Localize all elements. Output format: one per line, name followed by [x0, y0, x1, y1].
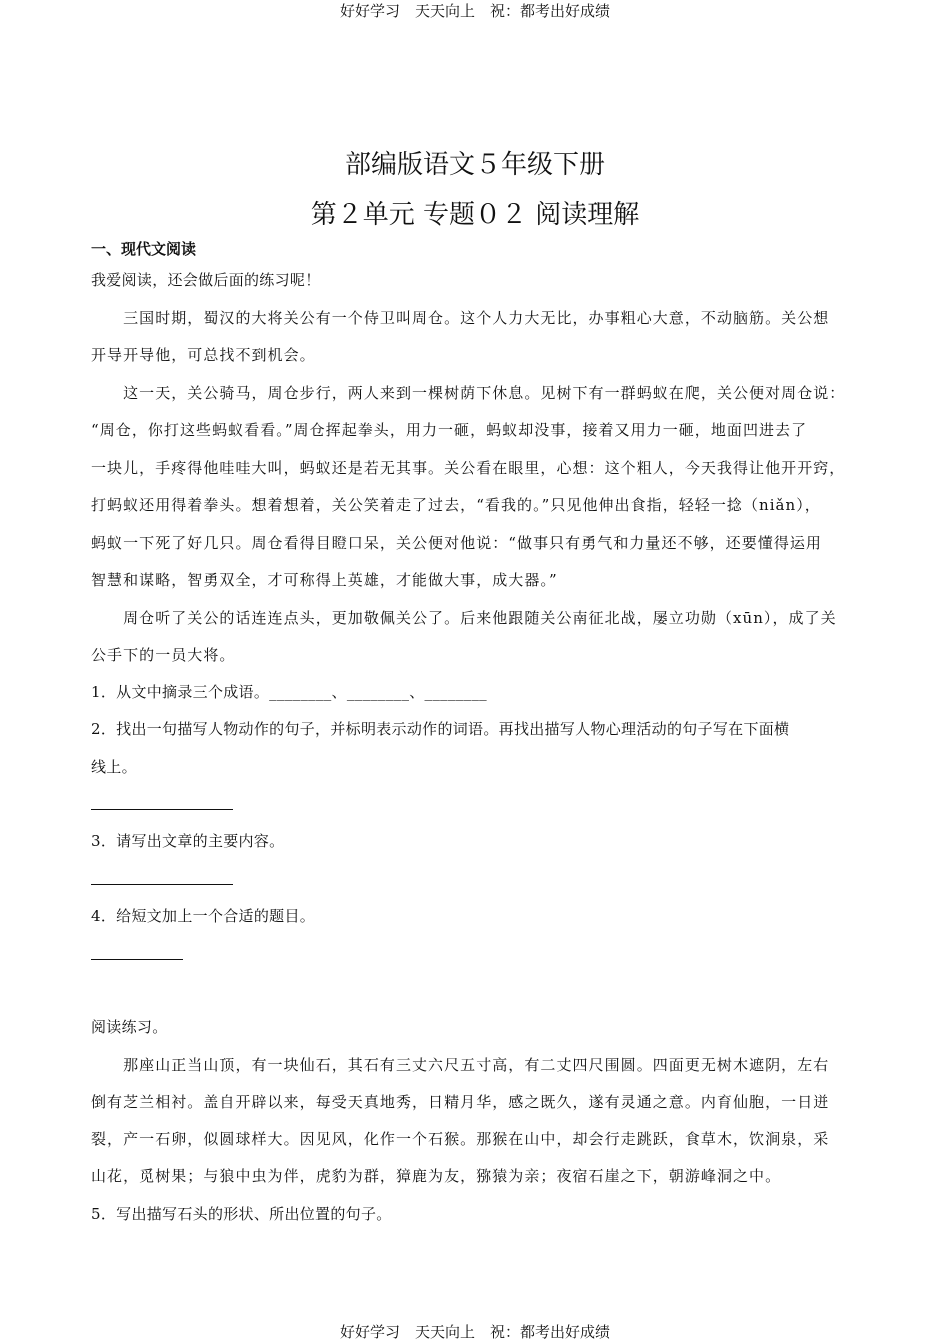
question-4: 4．给短文加上一个合适的题目。	[91, 907, 316, 925]
document-title: 部编版语文５年级下册	[344, 150, 605, 180]
passage-line: 开导开导他，可总找不到机会。	[91, 346, 316, 364]
passage2-line: 裂，产一石卵，似圆球样大。因见风，化作一个石猴。那猴在山中，却会行走跳跃，食草木，饮涧泉，采	[91, 1130, 830, 1148]
passage-line: 周仓听了关公的话连连点头，更加敬佩关公了。后来他跟随关公南征北战，屡立功勋（xūn），成了关	[91, 609, 837, 627]
section2-intro: 阅读练习。	[91, 1018, 168, 1036]
passage2-line: 山花，觅树果；与狼中虫为伴，虎豹为群，獐鹿为友，猕猿为亲；夜宿石崖之下，朝游峰洞之中。	[91, 1167, 782, 1185]
passage-line: “周仓，你打这些蚂蚁看看。”周仓挥起拳头，用力一砸，蚂蚁却没事，接着又用力一砸，地面凹进去了	[91, 421, 808, 439]
answer-line[interactable]	[91, 884, 233, 885]
passage-line: 一块儿，手疼得他哇哇大叫，蚂蚁还是若无其事。关公看在眼里，心想：这个粗人，今天我得让他开开窍，	[91, 459, 846, 477]
page-header: 好好学习 天天向上 祝：都考出好成绩	[339, 2, 610, 20]
question-5: 5．写出描写石头的形状、所出位置的句子。	[91, 1205, 392, 1223]
passage-line: 智慧和谋略，智勇双全，才可称得上英雄，才能做大事，成大器。”	[91, 571, 558, 589]
question-2: 2．找出一句描写人物动作的句子，并标明表示动作的词语。再找出描写人物心理活动的句子写在下面横	[91, 720, 790, 738]
passage-line: 公手下的一员大将。	[91, 646, 236, 664]
question-1: 1．从文中摘录三个成语。________、________、________	[91, 683, 487, 701]
page-footer: 好好学习 天天向上 祝：都考出好成绩	[339, 1323, 610, 1341]
answer-line[interactable]	[91, 959, 183, 960]
passage-line: 三国时期，蜀汉的大将关公有一个侍卫叫周仓。这个人力大无比，办事粗心大意，不动脑筋。关公想	[91, 309, 830, 327]
question-2-cont: 线上。	[91, 758, 137, 776]
passage-line: 这一天，关公骑马，周仓步行，两人来到一棵树荫下休息。见树下有一群蚂蚁在爬，关公便对周仓说：	[91, 384, 846, 402]
question-3: 3．请写出文章的主要内容。	[91, 832, 285, 850]
document-subtitle: 第２单元 专题０２ 阅读理解	[310, 200, 640, 230]
section-intro: 我爱阅读，还会做后面的练习呢！	[91, 271, 321, 289]
answer-line[interactable]	[91, 809, 233, 810]
passage2-line: 那座山正当山顶，有一块仙石，其石有三丈六尺五寸高，有二丈四尺围圆。四面更无树木遮阴，左右	[91, 1056, 830, 1074]
passage2-line: 倒有芝兰相衬。盖自开辟以来，每受天真地秀，日精月华，感之既久，遂有灵通之意。内育仙胞，一日迸	[91, 1093, 830, 1111]
section-heading: 一、现代文阅读	[91, 240, 197, 258]
passage-line: 蚂蚁一下死了好几只。周仓看得目瞪口呆，关公便对他说：“做事只有勇气和力量还不够，还要懂得运用	[91, 534, 822, 552]
passage-line: 打蚂蚁还用得着拳头。想着想着，关公笑着走了过去，“看我的。”只见他伸出食指，轻轻一捻（niǎn），	[91, 496, 821, 514]
